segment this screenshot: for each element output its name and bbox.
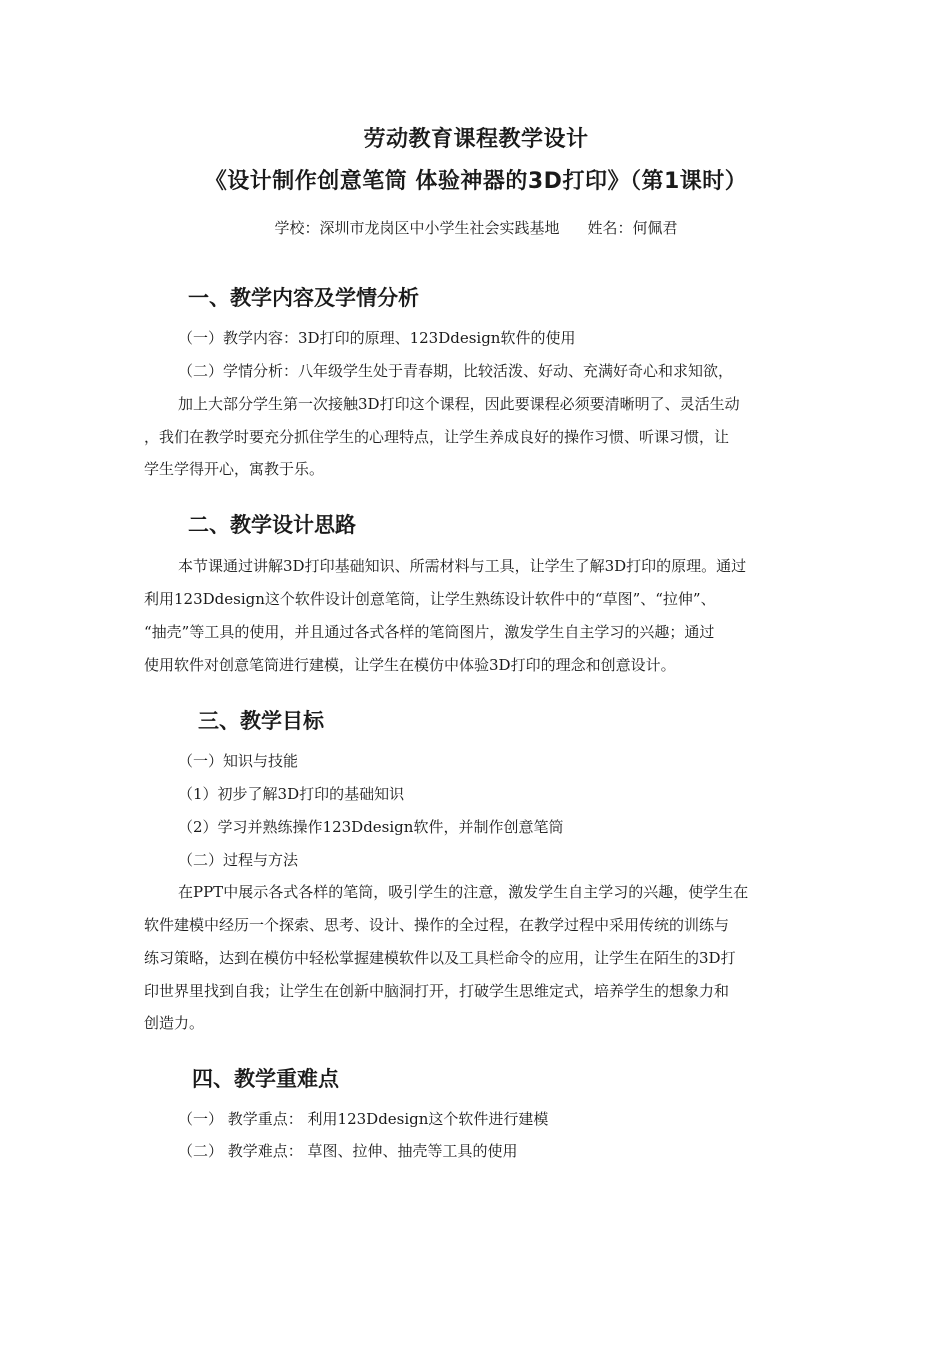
paragraph-line: （一） 教学重点： 利用123Ddesign这个软件进行建模 — [178, 1110, 549, 1128]
school-label: 学校：深圳市龙岗区中小学生社会实践基地 — [274, 219, 560, 237]
paragraph-line: 印世界里找到自我；让学生在创新中脑洞打开，打破学生思维定式，培养学生的想象力和 — [144, 982, 730, 1000]
author-name: 姓名：何佩君 — [587, 219, 678, 237]
paragraph-line: （一）教学内容：3D打印的原理、123Ddesign软件的使用 — [178, 329, 576, 347]
paragraph-line: 创造力。 — [144, 1014, 205, 1032]
paragraph-line: 利用123Ddesign这个软件设计创意笔筒，让学生熟练设计软件中的“草图”、“拉伸”、 — [144, 590, 716, 608]
paragraph-line: （二） 教学难点： 草图、拉伸、抽壳等工具的使用 — [178, 1142, 518, 1160]
section-heading-objectives: 三、教学目标 — [198, 709, 324, 733]
paragraph-line: “抽壳”等工具的使用，并且通过各式各样的笔筒图片，激发学生自主学习的兴趣；通过 — [144, 623, 715, 641]
paragraph-line: 练习策略，达到在模仿中轻松掌握建模软件以及工具栏命令的应用，让学生在陌生的3D打 — [144, 949, 736, 967]
paragraph-line: （二）学情分析：八年级学生处于青春期，比较活泼、好动、充满好奇心和求知欲， — [178, 362, 734, 380]
paragraph-line: 学生学得开心，寓教于乐。 — [144, 460, 325, 478]
paragraph-line: 在PPT中展示各式各样的笔筒，吸引学生的注意，激发学生自主学习的兴趣，使学生在 — [178, 883, 749, 901]
section-heading-design-thinking: 二、教学设计思路 — [188, 513, 356, 537]
paragraph-line: 本节课通过讲解3D打印基础知识、所需材料与工具，让学生了解3D打印的原理。通过 — [178, 557, 747, 575]
document-subtitle: 《设计制作创意笔筒 体验神器的3D打印》（第1课时） — [204, 169, 748, 194]
section-heading-content-analysis: 一、教学内容及学情分析 — [188, 286, 419, 310]
paragraph-line: （一）知识与技能 — [178, 752, 299, 770]
paragraph-line: （1）初步了解3D打印的基础知识 — [178, 785, 405, 803]
paragraph-line: （2）学习并熟练操作123Ddesign软件，并制作创意笔筒 — [178, 818, 564, 836]
section-heading-key-points: 四、教学重难点 — [192, 1067, 339, 1091]
paragraph-line: 使用软件对创意笔筒进行建模，让学生在模仿中体验3D打印的理念和创意设计。 — [144, 656, 676, 674]
author-info — [0, 217, 952, 238]
paragraph-line: ，我们在教学时要充分抓住学生的心理特点，让学生养成良好的操作习惯、听课习惯，让 — [144, 428, 730, 446]
document-title: 劳动教育课程教学设计 — [363, 127, 589, 152]
paragraph-line: （二）过程与方法 — [178, 851, 299, 869]
paragraph-line: 软件建模中经历一个探索、思考、设计、操作的全过程，在教学过程中采用传统的训练与 — [144, 916, 730, 934]
paragraph-line: 加上大部分学生第一次接触3D打印这个课程，因此要课程必须要清晰明了、灵活生动 — [178, 395, 740, 413]
